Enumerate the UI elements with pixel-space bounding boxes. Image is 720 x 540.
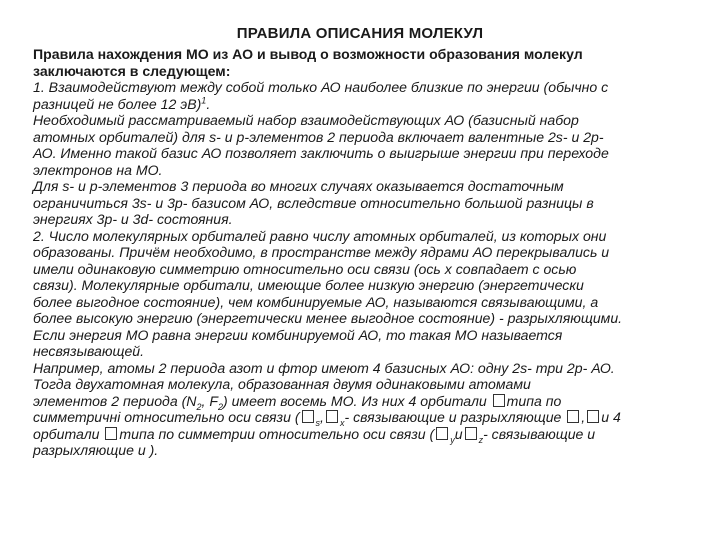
rule-2-line: имели одинаковую симметрию относительно оси связи (ось x совпадает с осью [33, 260, 577, 277]
rule-2-paragraph [33, 228, 713, 360]
example-text: элементов 2 периода (N [33, 392, 197, 409]
example-text: - связывающие и [483, 425, 596, 442]
rule-1-paragraph [33, 79, 713, 112]
rule-1-line [33, 96, 713, 113]
s-subscript: s [315, 417, 321, 428]
y-subscript: y [450, 434, 455, 445]
missing-sigma-glyph-icon [302, 410, 314, 423]
basis-paragraph [33, 112, 713, 178]
example-line: Тогда двухатомная молекула, образованная двумя одинаковыми атомами [33, 376, 531, 392]
basis-line: Необходимый рассматриваемый набор взаимодействующих АО (базисный набор [33, 112, 579, 128]
footnote-marker: 1 [201, 94, 207, 105]
period-3-line: Для s- и p-элементов 3 периода во многих случаях оказывается достаточным [33, 178, 564, 194]
rule-2-line: более выгодное состояние), чем комбинируемые АО, называются связывающими, а [33, 293, 599, 310]
basis-line: электронов на МО. [33, 161, 163, 178]
missing-pi-glyph-icon [436, 427, 448, 440]
rule-2-line: несвязывающей. [33, 343, 145, 359]
missing-pi-glyph-icon [105, 427, 117, 440]
example-text: типа по [506, 392, 562, 409]
missing-sigma-glyph-icon [326, 410, 338, 423]
missing-sigma-glyph-icon [567, 410, 579, 423]
rule-2-line: образованы. Причём необходимо, в пространстве между ядрами АО перекрывались и [33, 244, 610, 260]
z-subscript: z [478, 434, 484, 445]
example-text: ) имеет восемь МО. Из них 4 орбитали [222, 392, 487, 409]
example-text: , [320, 409, 324, 425]
example-text: и 4 [601, 409, 621, 425]
n2-subscript: 2 [196, 401, 202, 412]
x-subscript: x [339, 417, 345, 428]
example-text: , F [201, 392, 218, 409]
example-text: и [454, 425, 463, 442]
rule-1-text: разницей не более 12 эВ) [33, 95, 202, 112]
example-text: - связывающие и разрыхляющие [344, 409, 562, 425]
example-text: орбитали [33, 425, 100, 442]
period-3-line: ограничиться 3s- и 3p- базисом АО, вследствие относительно большой разницы в [33, 194, 594, 211]
example-paragraph [33, 360, 713, 459]
example-text: типа по симметрии относительно оси связи ( [119, 425, 435, 442]
slide-body [33, 46, 713, 459]
missing-sigma-glyph-icon [493, 394, 505, 407]
intro-line: заключаются в следующем: [33, 62, 231, 79]
period-3-line: энергиях 3p- и 3d- состояния. [33, 211, 233, 227]
rule-2-line: более высокую энергию (энергетически менее выгодное состояние) - разрыхляющими. [33, 310, 623, 326]
example-line [33, 409, 713, 426]
example-line [33, 426, 713, 443]
intro-line: Правила нахождения МО из АО и вывод о возможности образования молекул [33, 46, 583, 62]
basis-line: атомных орбиталей) для s- и p-элементов 2 периода включает валентные 2s- и 2p- [33, 128, 604, 145]
f2-subscript: 2 [217, 401, 223, 412]
period-3-paragraph [33, 178, 713, 228]
example-line [33, 393, 713, 410]
rule-1-line: 1. Взаимодействуют между собой только АО наиболее близкие по энергии (обычно с [33, 79, 609, 95]
missing-sigma-glyph-icon [587, 410, 599, 423]
rule-2-line: Если энергия МО равна энергии комбинируемой АО, то такая МО называется [33, 326, 563, 343]
intro-paragraph [33, 46, 713, 79]
rule-2-line: связи). Молекулярные орбитали, имеющие более низкую энергию (энергетически [33, 277, 584, 293]
example-text: симметричні относительно оси связи ( [33, 409, 300, 425]
slide-title: ПРАВИЛА ОПИСАНИЯ МОЛЕКУЛ [236, 25, 484, 42]
example-text: , [581, 409, 586, 425]
example-line: разрыхляющие и ). [33, 442, 159, 458]
rule-2-line: 2. Число молекулярных орбиталей равно числу атомных орбиталей, из которых они [33, 227, 607, 244]
basis-line: АО. Именно такой базис АО позволяет заключить о выигрыше энергии при переходе [33, 145, 609, 161]
example-line: Например, атомы 2 периода азот и фтор имеют 4 базисных АО: одну 2s- три 2p- АО. [33, 359, 615, 376]
rule-1-period: . [206, 95, 211, 112]
missing-pi-glyph-icon [465, 427, 477, 440]
